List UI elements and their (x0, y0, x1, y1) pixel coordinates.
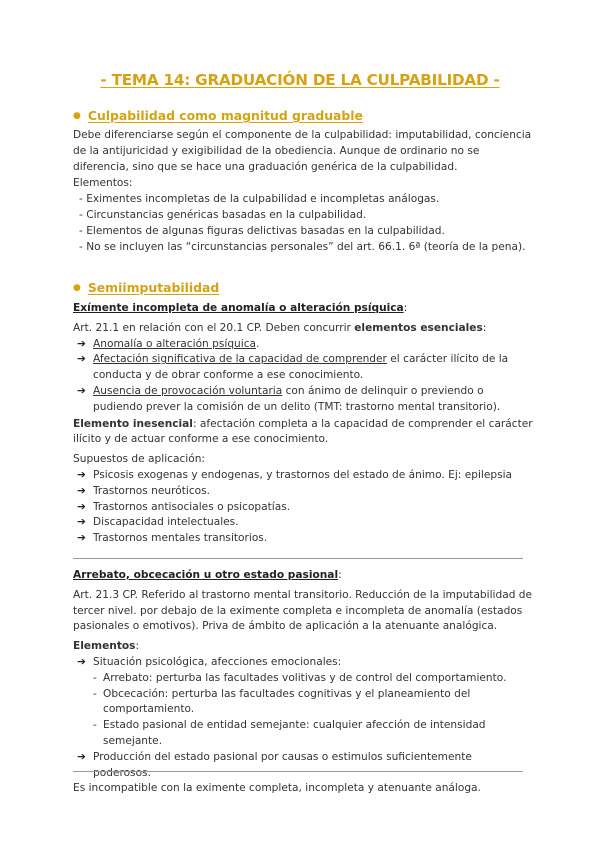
divider (73, 771, 523, 772)
arrow-right-icon: ➔ (77, 655, 86, 668)
list-item: - Elementos de algunas figuras delictivas basadas en la culpabilidad. (79, 224, 445, 237)
section1-list (73, 192, 535, 255)
cases-list (73, 468, 533, 547)
section1-body (73, 128, 535, 255)
section2-part2 (73, 568, 533, 797)
arrebato-elements-list (73, 655, 533, 781)
arrow-right-icon: ➔ (77, 384, 86, 397)
page-title: - TEMA 14: GRADUACIÓN DE LA CULPABILIDAD - (100, 71, 500, 89)
arrow-right-icon: ➔ (77, 468, 86, 481)
section2-part1 (73, 301, 533, 547)
section1-paragraph: Debe diferenciarse según el componente de la culpabilidad: imputabilidad, conciencia de la antijuricidad y exigibilidad de la obediencia. Aunque de ordinario no se diferencia, sino que se hace una graduación genérica de la culpabilidad. (73, 129, 532, 173)
essentials-list (73, 337, 533, 416)
list-item: - Eximentes incompletas de la culpabilidad e incompletas análogas. (79, 193, 440, 206)
arrow-right-icon: ➔ (77, 353, 86, 366)
closing-paragraph: Es incompatible con la eximente completa, incompleta y atenuante análoga. (73, 782, 481, 795)
bullet-icon: ● (73, 283, 81, 293)
arrebato-sublist (93, 671, 533, 750)
list-item: ➔ Situación psicológica, afecciones emocionales: - Arrebato: perturba las facultades volitivas y de control del comportamiento. - Obcecación: perturba las facultades cognitivas y el planeamiento del comportamiento. - Estado pasional de entidad semejante: cualquier afección de intensidad semejante. (73, 655, 533, 750)
list-item: - No se incluyen las “circunstancias personales” del art. 66.1. 6ª (teoría de la pena). (79, 240, 526, 253)
divider (73, 558, 523, 559)
list-item: ➔ Discapacidad intelectuales. (73, 515, 533, 531)
list-item: - Circunstancias genéricas basadas en la culpabilidad. (79, 208, 367, 221)
inessential-paragraph: Elemento inesencial: afectación completa a la capacidad de comprender el carácter ilícito y de actuar conforme a ese conocimiento. (73, 417, 533, 446)
arrow-right-icon: ➔ (77, 484, 86, 497)
arrebato-elements-label: Elementos: (73, 640, 140, 653)
list-item: - Obcecación: perturba las facultades cognitivas y el planeamiento del comportamiento. (93, 687, 471, 716)
section1-elements-label: Elementos: (73, 177, 133, 190)
arrow-right-icon: ➔ (77, 337, 86, 350)
cases-label: Supuestos de aplicación: (73, 453, 205, 466)
arrow-right-icon: ➔ (77, 750, 86, 763)
bullet-icon: ● (73, 111, 81, 121)
arrebato-paragraph: Art. 21.3 CP. Referido al trastorno mental transitorio. Reducción de la imputabilidad de tercer nivel. por debajo de la eximente completa e incompleta de anomalía (estados pasionales o emotivos). Priva de ámbito de aplicación a la atenuante analógica. (73, 588, 533, 633)
subsection-title-arrebato: Arrebato, obcecación u otro estado pasional: (73, 569, 342, 581)
list-item: ➔ Producción del estado pasional por causas o estimulos suficientemente poderosos. (77, 750, 472, 779)
list-item: ➔ Psicosis exogenas y endogenas, y trastornos del estado de ánimo. Ej: epilepsia (73, 468, 533, 484)
list-item: - Estado pasional de entidad semejante: cualquier afección de intensidad semejante. (93, 719, 486, 747)
arrow-right-icon: ➔ (77, 500, 86, 513)
section-heading-semiimputabilidad: ● Semiimputabilidad (73, 280, 220, 295)
list-item: ➔ Trastornos neuróticos. (73, 484, 533, 500)
subsection-title-eximente: Exímente incompleta de anomalía o alteración psíquica: (73, 302, 408, 314)
section-heading-culpabilidad: ● Culpabilidad como magnitud graduable (73, 108, 363, 123)
arrow-right-icon: ➔ (77, 532, 86, 545)
list-item: ➔ Trastornos mentales transitorios. (73, 531, 533, 547)
list-item: ➔ Afectación significativa de la capacidad de comprender el carácter ilícito de la conducta y de obrar conforme a ese conocimiento. (77, 353, 509, 382)
list-item: ➔ Ausencia de provocación voluntaria con ánimo de delinquir o previendo o pudiendo prever la comisión de un delito (TMT: trastorno mental transitorio). (77, 384, 501, 413)
list-item: ➔ Trastornos antisociales o psicopatías. (73, 500, 533, 516)
list-item: ➔ Anomalía o alteración psíquica. (73, 337, 533, 353)
arrow-right-icon: ➔ (77, 516, 86, 529)
list-item: - Arrebato: perturba las facultades volitivas y de control del comportamiento. (93, 671, 507, 684)
subsection-intro: Art. 21.1 en relación con el 20.1 CP. Deben concurrir elementos esenciales: (73, 321, 487, 334)
